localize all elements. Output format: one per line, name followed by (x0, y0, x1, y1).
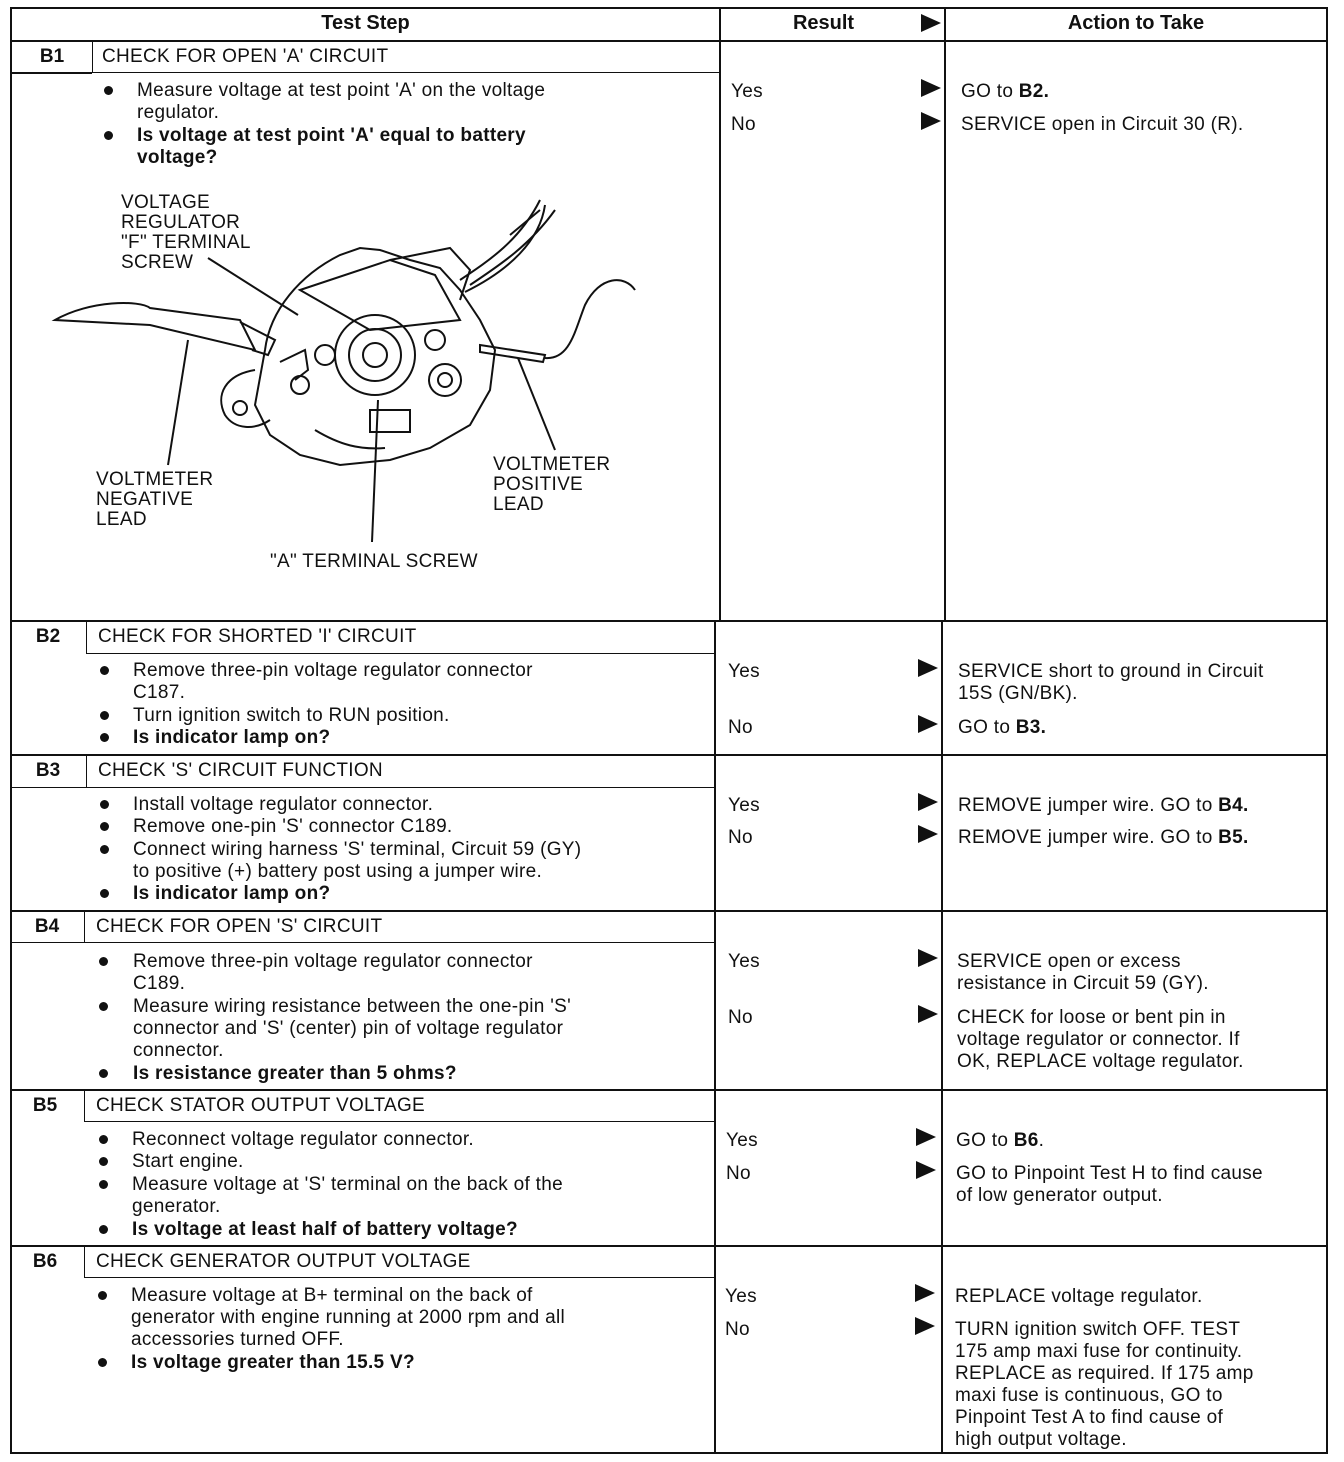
b6-bullet-1-line-3: accessories turned OFF. (131, 1329, 344, 1350)
result-arrow-icon (918, 715, 938, 733)
result-arrow-icon (918, 949, 938, 967)
header-arrow-icon (921, 14, 941, 32)
b2-bullet-3-line-1: Is indicator lamp on? (133, 727, 331, 748)
b6-bullet-1-line-1: Measure voltage at B+ terminal on the back of (131, 1285, 533, 1306)
result-arrow-icon (921, 79, 941, 97)
row-sep-b3 (10, 754, 1328, 756)
bullet-icon (104, 86, 113, 95)
step-code-b6: B6 (32, 1251, 58, 1272)
b6-action-no-line-4: maxi fuse is continuous, GO to (955, 1385, 1223, 1406)
title-box-b5 (84, 1091, 85, 1122)
bullet-icon (99, 1002, 108, 1011)
b5-bullet-1-line-1: Reconnect voltage regulator connector. (132, 1129, 474, 1150)
col-divider-action-2 (941, 622, 943, 1454)
b4-action-yes-line-1: SERVICE open or excess (957, 951, 1181, 972)
b3-action-no: REMOVE jumper wire. GO to B5. (958, 827, 1249, 848)
b3-bullet-3-line-1: Connect wiring harness 'S' terminal, Circuit 59 (GY) (133, 839, 582, 860)
row-sep-b5 (10, 1089, 1328, 1091)
b4-bullet-1-line-1: Remove three-pin voltage regulator connector (133, 951, 533, 972)
b4-action-yes-line-2: resistance in Circuit 59 (GY). (957, 973, 1209, 994)
bullet-icon (100, 822, 109, 831)
b3-bullet-1-line-1: Install voltage regulator connector. (133, 794, 434, 815)
b2-action-yes-line-2: 15S (GN/BK). (958, 683, 1078, 704)
b5-result-yes: Yes (726, 1130, 758, 1151)
row-sep-b4 (10, 910, 1328, 912)
step-title-b3: CHECK 'S' CIRCUIT FUNCTION (98, 760, 383, 781)
step-title-b5: CHECK STATOR OUTPUT VOLTAGE (96, 1095, 426, 1116)
table-border-top (10, 7, 1328, 9)
b5-action-no-line-2: of low generator output. (956, 1185, 1163, 1206)
table-border-bottom (10, 1452, 1328, 1454)
title-box-b6 (84, 1247, 85, 1278)
bullet-icon (104, 131, 113, 140)
b4-action-no-line-1: CHECK for loose or bent pin in (957, 1007, 1226, 1028)
title-box-b2 (86, 622, 87, 654)
b2-bullet-1-line-1: Remove three-pin voltage regulator connector (133, 660, 533, 681)
bullet-icon (99, 1069, 108, 1078)
b3-bullet-3-line-2: to positive (+) battery post using a jumper wire. (133, 861, 543, 882)
result-arrow-icon (915, 1317, 935, 1335)
b5-bullet-2-line-1: Start engine. (132, 1151, 244, 1172)
b4-bullet-3-line-1: Is resistance greater than 5 ohms? (133, 1063, 457, 1084)
table-border-left (10, 7, 12, 1454)
b4-result-yes: Yes (728, 951, 760, 972)
b3-bullet-2-line-1: Remove one-pin 'S' connector C189. (133, 816, 453, 837)
b1-action-yes: GO to B2. (961, 81, 1050, 102)
step-code-b5: B5 (32, 1095, 58, 1116)
bullet-icon (99, 957, 108, 966)
b2-action-yes-line-1: SERVICE short to ground in Circuit (958, 661, 1264, 682)
b3-bullet-4-line-1: Is indicator lamp on? (133, 883, 331, 904)
table-border-right (1326, 7, 1328, 1454)
b4-action-no-line-2: voltage regulator or connector. If (957, 1029, 1240, 1050)
b1-result-yes: Yes (731, 81, 763, 102)
col-divider-result-2 (714, 622, 716, 1454)
b1-action-no: SERVICE open in Circuit 30 (R). (961, 114, 1244, 135)
result-arrow-icon (921, 112, 941, 130)
col-divider-result (719, 7, 721, 622)
step-code-b3: B3 (35, 760, 61, 781)
bullet-icon (99, 1225, 108, 1234)
b6-bullet-1-line-2: generator with engine running at 2000 rpm and all (131, 1307, 566, 1328)
label-a-terminal: "A" TERMINAL SCREW (270, 551, 478, 572)
b4-bullet-2-line-2: connector and 'S' (center) pin of voltage regulator (133, 1018, 564, 1039)
b5-bullet-3-line-2: generator. (132, 1196, 221, 1217)
bullet-icon (100, 800, 109, 809)
bullet-icon (99, 1180, 108, 1189)
row-sep-b6 (10, 1245, 1328, 1247)
result-arrow-icon (918, 659, 938, 677)
b4-result-no: No (728, 1007, 753, 1028)
bullet-icon (100, 711, 109, 720)
b1-bullet-1-line-2: regulator. (137, 102, 220, 123)
b1-result-no: No (731, 114, 756, 135)
bullet-icon (100, 845, 109, 854)
bullet-icon (100, 733, 109, 742)
b1-bullet-2-line-1: Is voltage at test point 'A' equal to battery (137, 125, 526, 146)
step-title-b6: CHECK GENERATOR OUTPUT VOLTAGE (96, 1251, 471, 1272)
b4-bullet-2-line-1: Measure wiring resistance between the one-pin 'S' (133, 996, 572, 1017)
title-underline-b5 (84, 1121, 715, 1122)
row-sep-b2 (10, 620, 1328, 622)
b3-result-yes: Yes (728, 795, 760, 816)
label-negative-lead: VOLTMETER NEGATIVE LEAD (96, 469, 214, 530)
result-arrow-icon (918, 793, 938, 811)
label-regulator-f-terminal: VOLTAGE REGULATOR "F" TERMINAL SCREW (121, 192, 251, 273)
b5-bullet-3-line-1: Measure voltage at 'S' terminal on the back of the (132, 1174, 563, 1195)
b5-action-no-line-1: GO to Pinpoint Test H to find cause (956, 1163, 1263, 1184)
b4-bullet-1-line-2: C189. (133, 973, 186, 994)
b2-action-no: GO to B3. (958, 717, 1047, 738)
code-underline-b4 (10, 942, 84, 943)
result-arrow-icon (918, 1005, 938, 1023)
title-box-b1 (92, 42, 93, 73)
code-underline-b1 (12, 72, 92, 74)
b3-action-yes: REMOVE jumper wire. GO to B4. (958, 795, 1249, 816)
result-arrow-icon (915, 1284, 935, 1302)
b6-action-no-line-6: high output voltage. (955, 1429, 1127, 1450)
b6-action-no-line-3: REPLACE as required. If 175 amp (955, 1363, 1254, 1384)
b6-result-yes: Yes (725, 1286, 757, 1307)
b4-action-no-line-3: OK, REPLACE voltage regulator. (957, 1051, 1244, 1072)
result-arrow-icon (916, 1128, 936, 1146)
title-underline-b3 (10, 787, 715, 788)
b6-action-no-line-2: 175 amp maxi fuse for continuity. (955, 1341, 1243, 1362)
b6-action-yes: REPLACE voltage regulator. (955, 1286, 1203, 1307)
b1-bullet-1-line-1: Measure voltage at test point 'A' on the voltage (137, 80, 546, 101)
b3-result-no: No (728, 827, 753, 848)
header-test-step: Test Step (321, 12, 410, 34)
b4-bullet-2-line-3: connector. (133, 1040, 224, 1061)
bullet-icon (100, 889, 109, 898)
title-underline-b4 (84, 942, 715, 943)
title-underline-b2 (86, 653, 715, 654)
header-divider (10, 40, 1328, 42)
header-action: Action to Take (1067, 12, 1205, 34)
result-arrow-icon (918, 825, 938, 843)
step-title-b4: CHECK FOR OPEN 'S' CIRCUIT (96, 916, 383, 937)
bullet-icon (99, 1135, 108, 1144)
step-title-b2: CHECK FOR SHORTED 'I' CIRCUIT (98, 626, 417, 647)
b6-action-no-line-5: Pinpoint Test A to find cause of (955, 1407, 1224, 1428)
step-code-b2: B2 (35, 626, 61, 647)
result-arrow-icon (916, 1161, 936, 1179)
title-underline-b1 (92, 72, 720, 73)
b6-result-no: No (725, 1319, 750, 1340)
col-divider-action (944, 7, 946, 622)
b5-action-yes: GO to B6. (956, 1130, 1045, 1151)
step-title-b1: CHECK FOR OPEN 'A' CIRCUIT (102, 46, 389, 67)
b6-action-no-line-1: TURN ignition switch OFF. TEST (955, 1319, 1241, 1340)
bullet-icon (98, 1291, 107, 1300)
step-code-b1: B1 (39, 46, 65, 67)
b2-bullet-2-line-1: Turn ignition switch to RUN position. (133, 705, 450, 726)
b1-bullet-2-line-2: voltage? (137, 147, 218, 168)
b2-result-no: No (728, 717, 753, 738)
label-positive-lead: VOLTMETER POSITIVE LEAD (493, 454, 611, 515)
bullet-icon (99, 1157, 108, 1166)
title-box-b3 (86, 756, 87, 787)
title-box-b4 (84, 912, 85, 943)
header-result: Result (792, 12, 855, 34)
bullet-icon (98, 1358, 107, 1367)
b2-bullet-1-line-2: C187. (133, 682, 186, 703)
step-code-b4: B4 (34, 916, 60, 937)
b5-result-no: No (726, 1163, 751, 1184)
title-underline-b6 (84, 1277, 715, 1278)
bullet-icon (100, 666, 109, 675)
b5-bullet-4-line-1: Is voltage at least half of battery voltage? (132, 1219, 518, 1240)
b2-result-yes: Yes (728, 661, 760, 682)
b6-bullet-2-line-1: Is voltage greater than 15.5 V? (131, 1352, 415, 1373)
